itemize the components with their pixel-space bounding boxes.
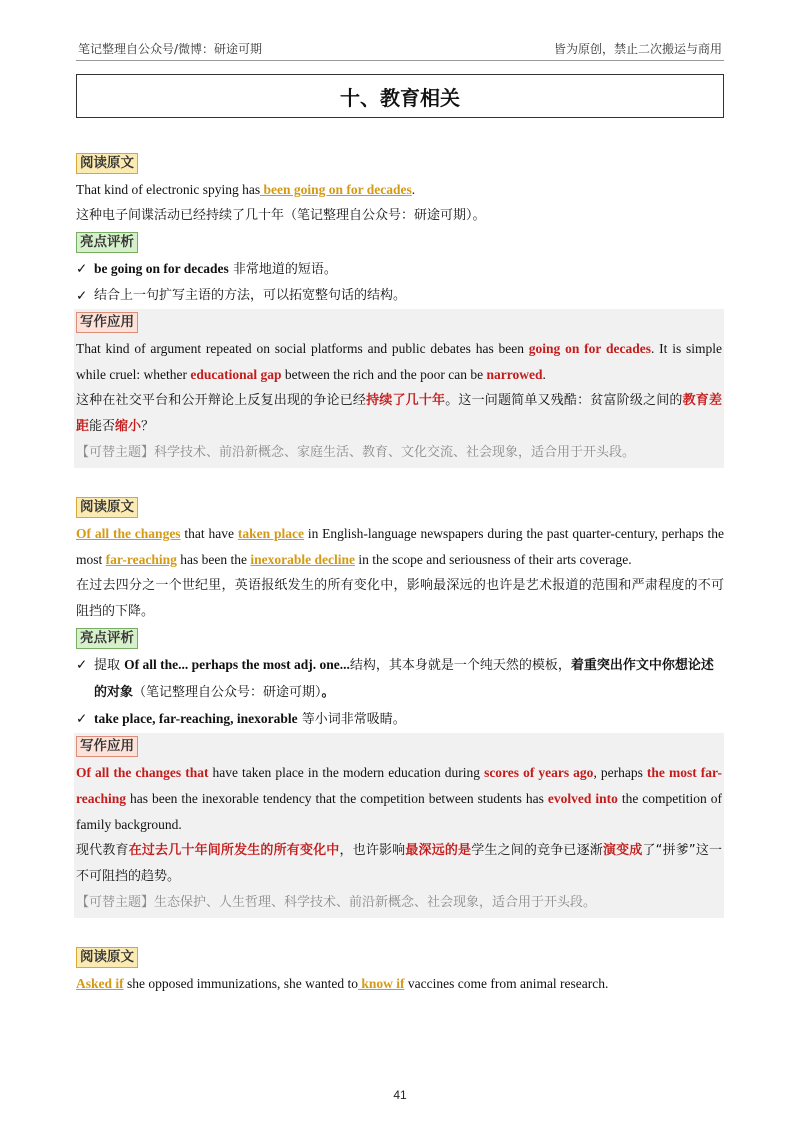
- read-original-label: 阅读原文: [76, 153, 138, 174]
- highlight-label: 亮点评析: [76, 232, 138, 253]
- page-number: 41: [393, 1088, 407, 1102]
- check-icon: ✓: [76, 711, 88, 727]
- writing-label: 写作应用: [76, 736, 138, 757]
- writing-english: That kind of argument repeated on social platforms and public debates has been going on for decades. It is simple while cruel: whether educational gap between the rich and the poor can be narrowed.: [76, 341, 722, 382]
- content: [76, 150, 724, 997]
- read-original-label: 阅读原文: [76, 497, 138, 518]
- header-divider: [76, 60, 724, 61]
- highlight-point: ✓ 提取 Of all the... perhaps the most adj. one...结构，其本身就是一个纯天然的模板，着重突出作文中你想论述的对象（笔记整理自公众号：研途可期）。: [76, 652, 724, 706]
- highlight-point: ✓ take place, far-reaching, inexorable 等小词非常吸睛。: [76, 706, 724, 733]
- translation: 这种电子间谍活动已经持续了几十年（笔记整理自公众号：研途可期）。: [76, 208, 486, 223]
- header-right: 皆为原创，禁止二次搬运与商用: [553, 42, 722, 56]
- highlight-label: 亮点评析: [76, 628, 138, 649]
- check-icon: ✓: [76, 261, 88, 277]
- section-3: [76, 944, 724, 997]
- highlight-point: ✓ 结合上一句扩写主语的方法，可以拓宽整句话的结构。: [76, 283, 724, 309]
- writing-label: 写作应用: [76, 312, 138, 333]
- original-sentence: Asked if she opposed immunizations, she wanted to know if vaccines come from animal research.: [76, 976, 609, 991]
- alternative-topics: 【可替主题】科学技术、前沿新概念、家庭生活、教育、文化交流、社会现象，适合用于开头段。: [76, 445, 636, 460]
- section-2: [76, 494, 724, 918]
- read-original-label: 阅读原文: [76, 947, 138, 968]
- section-title: 十、教育相关: [340, 85, 460, 110]
- writing-application-block: [74, 733, 724, 918]
- writing-chinese: 这种在社交平台和公开辩论上反复出现的争论已经持续了几十年。这一问题简单又残酷：贫富阶级之间的教育差距能否缩小？: [76, 393, 722, 434]
- original-sentence: That kind of electronic spying has been going on for decades.: [76, 182, 416, 197]
- check-icon: ✓: [76, 288, 88, 304]
- highlight-point: ✓ be going on for decades 非常地道的短语。: [76, 256, 724, 283]
- section-1: [76, 150, 724, 468]
- original-sentence: Of all the changes that have taken place in English-language newspapers during the past quarter-century, perhaps the most far-reaching has been the inexorable decline in the scope and seriousness of their arts coverage.: [76, 526, 725, 567]
- writing-chinese: 现代教育在过去几十年间所发生的所有变化中，也许影响最深远的是学生之间的竞争已逐渐演变成了“拼爹”这一不可阻挡的趋势。: [76, 843, 722, 884]
- writing-english: Of all the changes that have taken place in the modern education during scores of years ago, perhaps the most far-reaching has been the inexorable tendency that the competition between students has evolved into the competition of family background.: [76, 765, 723, 832]
- header-left: 笔记整理自公众号/微博：研途可期: [78, 42, 263, 56]
- translation: 在过去四分之一个世纪里，英语报纸发生的所有变化中，影响最深远的也许是艺术报道的范围和严肃程度的不可阻挡的下降。: [76, 578, 724, 619]
- check-icon: ✓: [76, 657, 88, 673]
- alternative-topics: 【可替主题】生态保护、人生哲理、科学技术、前沿新概念、社会现象，适合用于开头段。: [76, 895, 597, 910]
- section-title-box: [76, 74, 724, 118]
- writing-application-block: [74, 309, 724, 468]
